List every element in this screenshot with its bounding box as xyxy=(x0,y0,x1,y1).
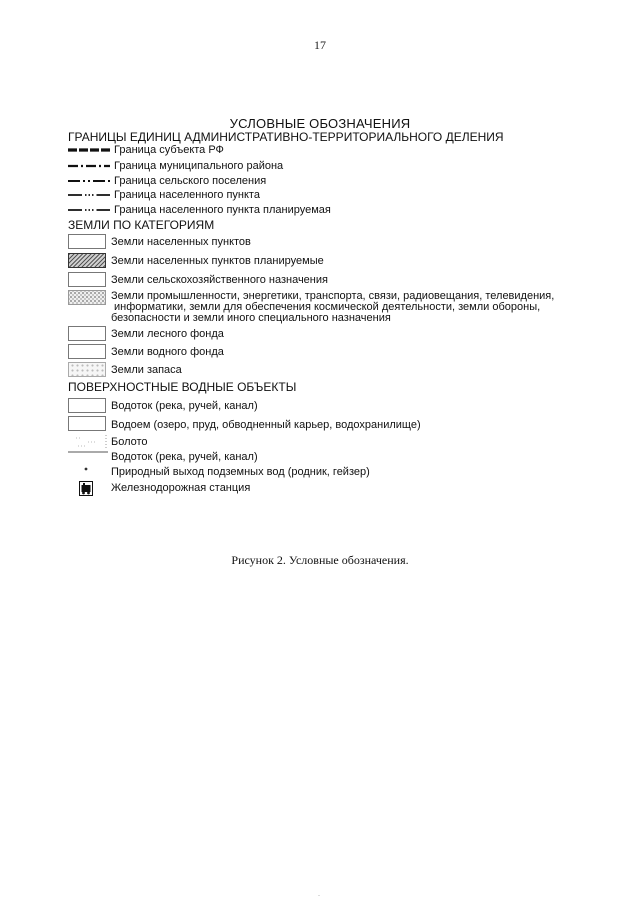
settlement-boundary-line-icon xyxy=(68,191,110,199)
water-label-railway-station: Железнодорожная станция xyxy=(111,482,251,494)
land-label-water-fund: Земли водного фонда xyxy=(111,346,224,358)
land-label-planned-settlements: Земли населенных пунктов планируемые xyxy=(111,255,324,267)
spring-dot-icon xyxy=(83,466,89,472)
page-speck xyxy=(318,895,320,896)
land-heading: ЗЕМЛИ ПО КАТЕГОРИЯМ xyxy=(68,218,215,232)
agricultural-land-swatch xyxy=(68,272,106,287)
water-label-reservoir: Водоем (озеро, пруд, обводненный карьер, водохранилище) xyxy=(111,419,421,431)
swamp-symbol-icon xyxy=(68,434,108,450)
land-label-industrial-line3: безопасности и земли иного специального назначения xyxy=(111,312,391,324)
boundaries-heading: ГРАНИЦЫ ЕДИНИЦ АДМИНИСТРАТИВНО-ТЕРРИТОРИАЛЬНОГО ДЕЛЕНИЯ xyxy=(68,130,504,144)
forest-land-swatch xyxy=(68,326,106,341)
legend-title: УСЛОВНЫЕ ОБОЗНАЧЕНИЯ xyxy=(229,116,411,131)
boundary-label-municipal: Граница муниципального района xyxy=(114,160,284,172)
reserve-land-swatch xyxy=(68,362,106,377)
rural-boundary-line-icon xyxy=(68,177,110,185)
land-label-industrial-line1: Земли промышленности, энергетики, транспорта, связи, радиовещания, телевидения, xyxy=(111,290,555,302)
land-label-industrial-line2: информатики, земли для обеспечения космической деятельности, земли обороны, xyxy=(114,301,541,313)
boundary-label-settlement: Граница населенного пункта xyxy=(114,189,260,201)
water-label-spring: Природный выход подземных вод (родник, гейзер) xyxy=(111,466,370,478)
land-label-forest: Земли лесного фонда xyxy=(111,328,224,340)
water-fund-land-swatch xyxy=(68,344,106,359)
municipal-boundary-line-icon xyxy=(68,162,110,170)
boundary-label-planned-settlement: Граница населенного пункта планируемая xyxy=(114,204,331,216)
settlement-land-swatch xyxy=(68,234,106,249)
subject-boundary-line-icon xyxy=(68,146,110,154)
industrial-land-swatch xyxy=(68,290,106,305)
water-label-stream: Водоток (река, ручей, канал) xyxy=(111,451,258,463)
stream-line-icon xyxy=(68,450,108,454)
planned-settlement-land-swatch xyxy=(68,253,106,268)
land-label-settlements: Земли населенных пунктов xyxy=(111,236,251,248)
figure-caption: Рисунок 2. Условные обозначения. xyxy=(231,553,409,567)
page-number: 17 xyxy=(314,38,326,52)
land-label-reserve: Земли запаса xyxy=(111,364,182,376)
boundary-label-rural: Граница сельского поселения xyxy=(114,175,267,187)
watercourse-swatch xyxy=(68,398,106,413)
boundary-label-subject: Граница субъекта РФ xyxy=(114,144,224,156)
railway-station-icon xyxy=(79,481,93,496)
water-label-watercourse: Водоток (река, ручей, канал) xyxy=(111,400,258,412)
water-label-swamp: Болото xyxy=(111,436,148,448)
planned-settlement-boundary-line-icon xyxy=(68,206,110,214)
reservoir-swatch xyxy=(68,416,106,431)
water-heading: ПОВЕРХНОСТНЫЕ ВОДНЫЕ ОБЪЕКТЫ xyxy=(68,380,297,394)
land-label-agricultural: Земли сельскохозяйственного назначения xyxy=(111,274,328,286)
